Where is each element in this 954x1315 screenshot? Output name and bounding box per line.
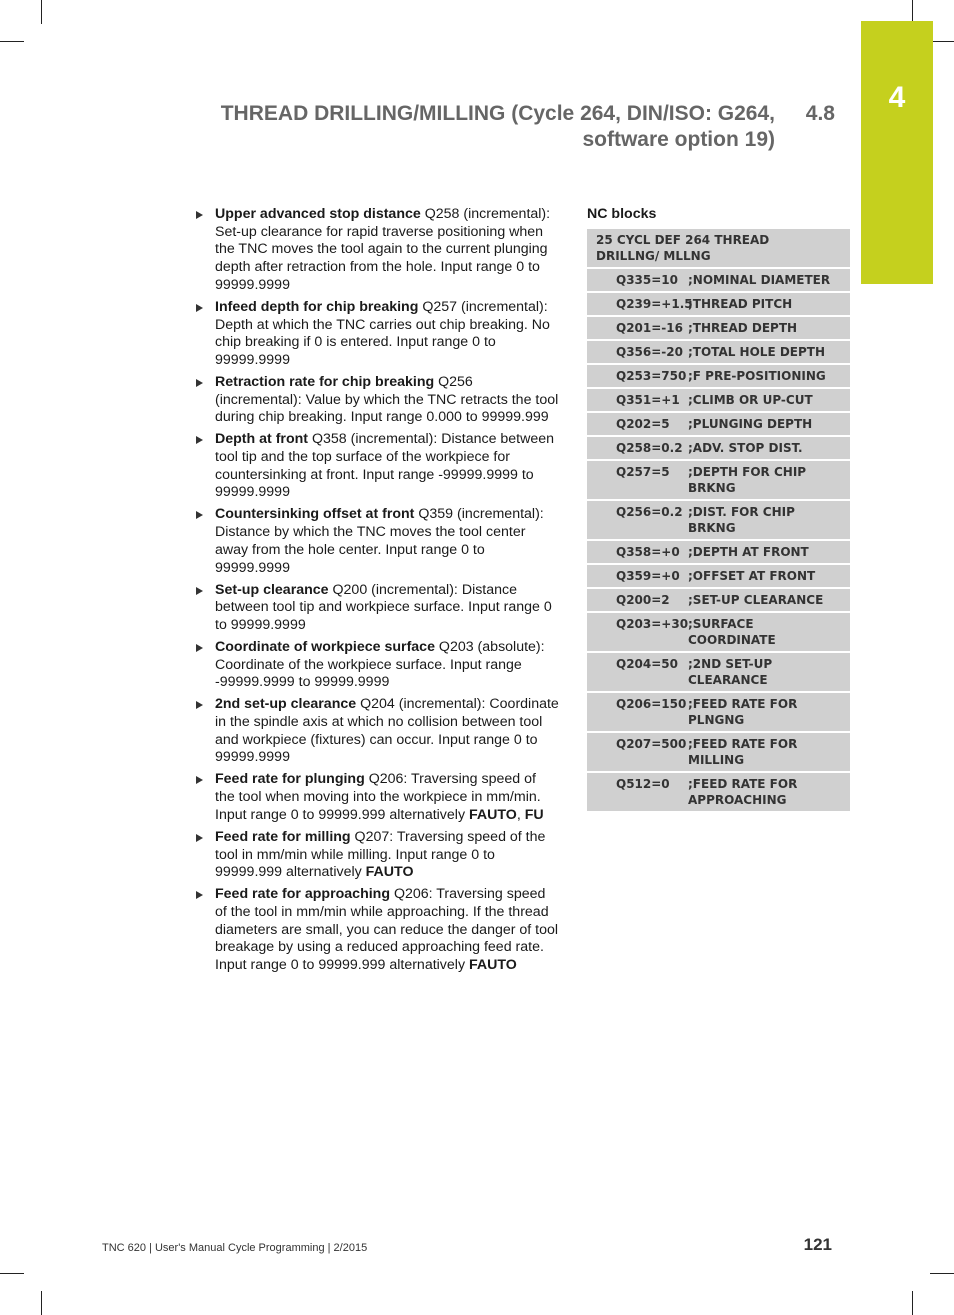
nc-code: Q359=+0 <box>616 569 680 583</box>
param-name: 2nd set-up clearance <box>215 696 357 713</box>
nc-comment: ;DEPTH AT FRONT <box>688 545 809 559</box>
nc-comment: ;2ND SET-UP CLEARANCE <box>688 657 773 687</box>
param-item <box>194 639 559 692</box>
bullet-arrow-icon <box>196 211 203 219</box>
param-name: Feed rate for approaching <box>215 886 391 903</box>
param-desc: Q359 (incremental): Distance by which the TNC moves the tool center away from the hole center. Input range 0 to 99999.9999 <box>215 506 544 576</box>
param-desc: Q256 (incremental): Value by which the TNC retracts the tool during chip breaking. Input range 0.000 to 99999.999 <box>215 373 559 426</box>
nc-code: Q351=+1 <box>616 393 680 407</box>
crop-mark <box>930 41 954 42</box>
crop-mark <box>930 1273 954 1274</box>
crop-mark <box>0 41 24 42</box>
nc-code: Q201=-16 <box>616 321 683 335</box>
keyword: FAUTO <box>468 957 517 974</box>
param-name: Feed rate for plunging <box>215 771 365 788</box>
nc-row <box>587 437 850 461</box>
nc-row <box>587 413 850 437</box>
param-item <box>194 299 559 370</box>
nc-code: Q358=+0 <box>616 545 680 559</box>
crop-mark <box>41 0 42 24</box>
nc-comment: ;PLUNGING DEPTH <box>688 417 813 431</box>
bullet-arrow-icon <box>196 776 203 784</box>
bullet-arrow-icon <box>196 379 203 387</box>
nc-blocks-heading: NC blocks <box>587 206 657 222</box>
nc-comment: ;F PRE-POSITIONING <box>688 369 826 383</box>
param-item <box>194 696 559 767</box>
param-name: Upper advanced stop distance <box>215 206 421 222</box>
nc-code: Q204=50 <box>616 657 679 671</box>
nc-comment: ;NOMINAL DIAMETER <box>688 273 831 287</box>
nc-comment: ;TOTAL HOLE DEPTH <box>688 345 825 359</box>
nc-comment: ;CLIMB OR UP-CUT <box>688 393 813 407</box>
param-desc: Q203 (absolute): Coordinate of the workpiece surface. Input range -99999.9999 to 99999.9999 <box>215 638 545 691</box>
nc-code: Q207=500 <box>616 737 687 751</box>
bullet-arrow-icon <box>196 436 203 444</box>
nc-code: Q206=150 <box>616 697 687 711</box>
nc-code: Q200=2 <box>616 593 670 607</box>
page-header-title: THREAD DRILLING/MILLING (Cycle 264, DIN/ISO: G264, software option 19) <box>220 102 775 151</box>
parameter-list <box>194 206 559 979</box>
chapter-number: 4 <box>888 81 906 114</box>
param-desc: Q207: Traversing speed of the tool in mm/min while milling. Input range 0 to 99999.999 alternatively <box>215 828 546 881</box>
nc-code: Q335=10 <box>616 273 679 287</box>
bullet-arrow-icon <box>196 701 203 709</box>
param-item <box>194 206 559 295</box>
nc-comment: ;THREAD PITCH <box>688 297 793 311</box>
param-item <box>194 374 559 427</box>
nc-code: Q202=5 <box>616 417 670 431</box>
param-desc: Q200 (incremental): Distance between tool tip and workpiece surface. Input range 0 to 99999.9999 <box>215 581 552 633</box>
nc-row <box>587 733 850 773</box>
param-item <box>194 771 559 824</box>
param-name: Countersinking offset at front <box>215 506 415 523</box>
nc-comment: ;SURFACE COORDINATE <box>688 617 776 647</box>
nc-row <box>587 461 850 501</box>
param-name: Retraction rate for chip breaking <box>215 373 435 390</box>
nc-code: Q203=+30 <box>616 617 689 631</box>
nc-comment: ;FEED RATE FOR APPROACHING <box>688 777 798 807</box>
nc-row <box>587 589 850 613</box>
nc-comment: ;THREAD DEPTH <box>688 321 798 335</box>
param-item <box>194 431 559 502</box>
param-desc: Q358 (incremental): Distance between tool tip and the top surface of the workpiece for countersinking at front. Input range -99999.9999 to 99999.9999 <box>215 431 555 501</box>
footer-text: TNC 620 | User's Manual Cycle Programming | 2/2015 <box>102 1242 368 1254</box>
nc-block-header: 25 CYCL DEF 264 THREAD DRILLNG/ MLLNG <box>587 229 850 269</box>
keyword: FAUTO <box>468 806 517 823</box>
param-name: Infeed depth for chip breaking <box>215 298 419 315</box>
separator: , <box>516 806 525 823</box>
nc-code: Q258=0.2 <box>616 441 683 455</box>
param-name: Feed rate for milling <box>215 828 351 845</box>
nc-row <box>587 293 850 317</box>
section-number: 4.8 <box>805 102 835 125</box>
nc-row <box>587 501 850 541</box>
keyword: FAUTO <box>365 864 414 881</box>
nc-row <box>587 773 850 813</box>
nc-comment: ;SET-UP CLEARANCE <box>688 593 824 607</box>
crop-mark <box>41 1291 42 1315</box>
bullet-arrow-icon <box>196 891 203 899</box>
param-desc: Q257 (incremental): Depth at which the TNC carries out chip breaking. No chip breaking if 0 is entered. Input range 0 to 99999.9999 <box>215 298 550 368</box>
nc-code: Q256=0.2 <box>616 505 683 519</box>
nc-row <box>587 565 850 589</box>
nc-row <box>587 653 850 693</box>
param-desc: Q258 (incremental): Set-up clearance for rapid traverse positioning when the TNC moves the tool again to the current plunging depth after retraction from the hole. Input range 0 to 99999.9999 <box>215 206 551 293</box>
param-item <box>194 506 559 577</box>
nc-comment: ;OFFSET AT FRONT <box>688 569 816 583</box>
nc-row <box>587 365 850 389</box>
nc-code: Q239=+1.5 <box>616 297 693 311</box>
nc-row <box>587 317 850 341</box>
nc-code: Q356=-20 <box>616 345 683 359</box>
nc-row <box>587 389 850 413</box>
nc-comment: ;DIST. FOR CHIP BRKNG <box>688 505 795 535</box>
param-name: Depth at front <box>215 431 308 448</box>
param-desc: Q206: Traversing speed of the tool when moving into the workpiece in mm/min. Input range 0 to 99999.999 alternatively <box>215 771 541 823</box>
nc-blocks-table <box>587 229 850 813</box>
nc-row <box>587 269 850 293</box>
param-name: Coordinate of workpiece surface <box>215 638 435 655</box>
nc-row <box>587 541 850 565</box>
nc-row <box>587 341 850 365</box>
keyword: FU <box>524 806 544 823</box>
nc-row <box>587 693 850 733</box>
nc-code: Q257=5 <box>616 465 670 479</box>
param-item <box>194 886 559 975</box>
nc-row <box>587 613 850 653</box>
chapter-tab <box>861 21 933 284</box>
param-desc: Q204 (incremental): Coordinate in the spindle axis at which no collision between tool and workpiece (fixtures) can occur. Input range 0 to 99999.9999 <box>215 696 559 766</box>
nc-code: Q253=750 <box>616 369 687 383</box>
nc-comment: ;ADV. STOP DIST. <box>688 441 803 455</box>
param-name: Set-up clearance <box>215 581 329 598</box>
nc-comment: ;FEED RATE FOR MILLING <box>688 737 798 767</box>
nc-comment: ;DEPTH FOR CHIP BRKNG <box>688 465 807 495</box>
nc-code: Q512=0 <box>616 777 670 791</box>
crop-mark <box>0 1273 24 1274</box>
crop-mark <box>912 1291 913 1315</box>
bullet-arrow-icon <box>196 304 203 312</box>
param-item <box>194 582 559 635</box>
nc-comment: ;FEED RATE FOR PLNGNG <box>688 697 798 727</box>
page-number: 121 <box>803 1235 832 1254</box>
bullet-arrow-icon <box>196 587 203 595</box>
param-item <box>194 829 559 882</box>
bullet-arrow-icon <box>196 511 203 519</box>
bullet-arrow-icon <box>196 644 203 652</box>
bullet-arrow-icon <box>196 834 203 842</box>
param-desc: Q206: Traversing speed of the tool in mm/min while approaching. If the thread diameters are small, you can reduce the danger of tool breakage by using a reduced approaching feed rate. Input range 0 to 99999.999 alternatively <box>215 886 559 974</box>
